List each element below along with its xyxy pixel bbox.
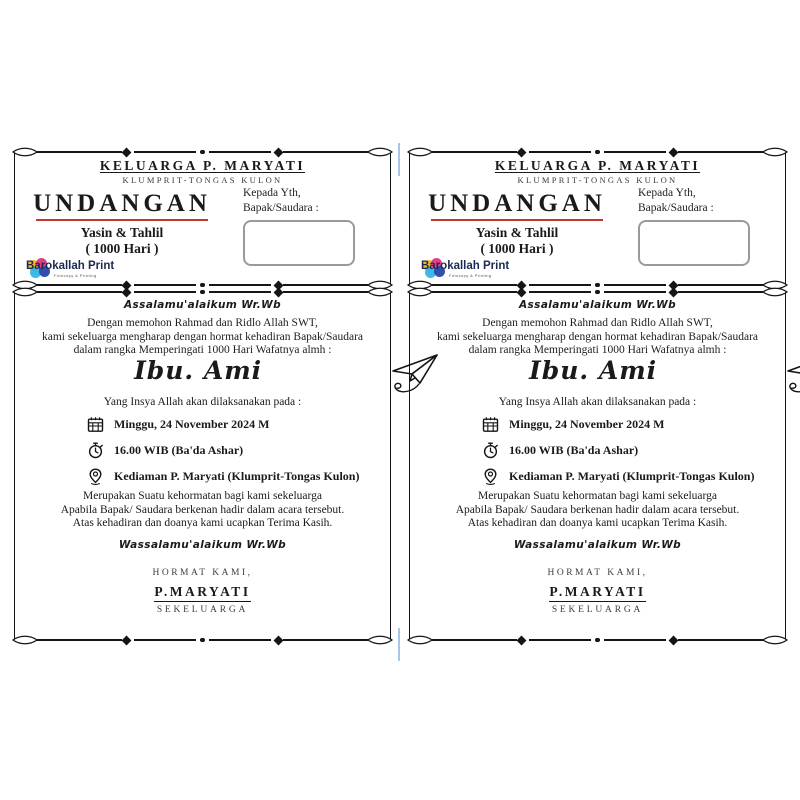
calendar-icon: [87, 416, 104, 433]
sign-name: P.MARYATI: [154, 584, 250, 602]
lens-ornament-icon: [12, 146, 38, 158]
decorative-border: [408, 286, 787, 298]
lens-ornament-icon: [762, 634, 788, 646]
diamond-ornament-icon: [274, 287, 284, 297]
event-date: Minggu, 24 November 2024 M: [509, 417, 665, 431]
barokallah-print-logo: [421, 260, 541, 281]
intro-line: kami sekeluarga mengharap dengan hormat kehadiran Bapak/Saudara: [436, 330, 759, 343]
schedule-intro: Yang Insya Allah akan dilaksanakan pada :: [498, 396, 697, 408]
family-address: KLUMPRIT-TONGAS KULON: [517, 175, 678, 185]
sign-label: HORMAT KAMI,: [152, 568, 253, 578]
closing-line: Atas kehadiran dan doanya kami ucapkan Terima Kasih.: [72, 517, 333, 529]
lens-ornament-icon: [762, 146, 788, 158]
dot-ornament-icon: [200, 290, 205, 295]
diamond-ornament-icon: [274, 147, 284, 157]
dot-ornament-icon: [595, 638, 600, 643]
closing-line: Apabila Bapak/ Saudara berkenan hadir dalam acara tersebut.: [60, 503, 345, 516]
event-time: 16.00 WIB (Ba'da Ashar): [509, 443, 639, 457]
red-underline: [36, 219, 208, 221]
intro-line: Dengan memohon Rahmad dan Ridlo Allah SWT,: [87, 317, 318, 329]
location-pin-icon: [482, 468, 499, 485]
closing-line: Atas kehadiran dan doanya kami ucapkan Terima Kasih.: [467, 517, 728, 529]
recipient-label-line2: Bapak/Saudara :: [243, 202, 319, 214]
closing-salam: Wassalamu'alaikum Wr.Wb: [118, 539, 287, 551]
sign-family: SEKELUARGA: [551, 605, 644, 615]
lens-ornament-icon: [762, 286, 788, 298]
sign-family: SEKELUARGA: [156, 605, 249, 615]
lens-ornament-icon: [12, 286, 38, 298]
family-title: KELUARGA P. MARYATI: [494, 158, 701, 173]
lens-ornament-icon: [367, 286, 393, 298]
red-underline: [431, 219, 603, 221]
diamond-ornament-icon: [669, 147, 679, 157]
crop-mark-bottom: [398, 628, 400, 661]
decorative-border: [13, 146, 392, 158]
decorative-border: [408, 146, 787, 158]
logo-name: Barokallah Print: [421, 260, 510, 272]
lens-ornament-icon: [367, 146, 393, 158]
event-type: Yasin & Tahlil: [475, 225, 559, 241]
schedule-row-location: [482, 468, 754, 485]
intro-line: kami sekeluarga mengharap dengan hormat kehadiran Bapak/Saudara: [41, 330, 364, 343]
lens-ornament-icon: [367, 634, 393, 646]
invitation-title: UNDANGAN: [428, 190, 606, 217]
diamond-ornament-icon: [121, 635, 131, 645]
event-milestone: ( 1000 Hari ): [85, 241, 159, 257]
intro-line: dalam rangka Memperingati 1000 Hari Wafatnya almh :: [73, 344, 332, 356]
closing-salam: Wassalamu'alaikum Wr.Wb: [513, 539, 682, 551]
event-location: Kediaman P. Maryati (Klumprit-Tongas Kulon): [114, 469, 360, 483]
invitation-card: [409, 152, 786, 642]
decorative-border: [13, 634, 392, 646]
body-frame: [409, 292, 786, 640]
logo-tagline: Fotocopy & Printing: [449, 273, 492, 278]
clock-icon: [482, 442, 499, 459]
dot-ornament-icon: [200, 638, 205, 643]
family-title: KELUARGA P. MARYATI: [99, 158, 306, 173]
dot-ornament-icon: [595, 290, 600, 295]
paper-plane-icon: [783, 352, 800, 396]
diamond-ornament-icon: [274, 635, 284, 645]
honoree-name: Ibu. Ami: [529, 356, 658, 385]
event-date: Minggu, 24 November 2024 M: [114, 417, 270, 431]
schedule-row-location: [87, 468, 359, 485]
crop-mark-top: [398, 143, 400, 176]
body-frame: [14, 292, 391, 640]
event-type: Yasin & Tahlil: [80, 225, 164, 241]
sign-name: P.MARYATI: [549, 584, 645, 602]
diamond-ornament-icon: [516, 147, 526, 157]
recipient-label-line2: Bapak/Saudara :: [638, 202, 714, 214]
decorative-border: [408, 634, 787, 646]
intro-line: Dengan memohon Rahmad dan Ridlo Allah SWT,: [482, 317, 713, 329]
event-milestone: ( 1000 Hari ): [480, 241, 554, 257]
recipient-name-box: [243, 220, 355, 266]
lens-ornament-icon: [407, 146, 433, 158]
family-address: KLUMPRIT-TONGAS KULON: [122, 175, 283, 185]
sign-label: HORMAT KAMI,: [547, 568, 648, 578]
diamond-ornament-icon: [516, 287, 526, 297]
invitation-card: [14, 152, 391, 642]
closing-line: Apabila Bapak/ Saudara berkenan hadir dalam acara tersebut.: [455, 503, 740, 516]
barokallah-print-logo: [26, 260, 146, 281]
schedule-row-time: [482, 442, 754, 459]
diamond-ornament-icon: [121, 287, 131, 297]
closing-line: Merupakan Suatu kehormatan bagi kami sekeluarga: [83, 490, 322, 502]
calendar-icon: [482, 416, 499, 433]
logo-tagline: Fotocopy & Printing: [54, 273, 97, 278]
recipient-label-line1: Kepada Yth,: [638, 187, 696, 199]
event-location: Kediaman P. Maryati (Klumprit-Tongas Kulon): [509, 469, 755, 483]
lens-ornament-icon: [12, 634, 38, 646]
intro-line: dalam rangka Memperingati 1000 Hari Wafatnya almh :: [468, 344, 727, 356]
invitation-title: UNDANGAN: [33, 190, 211, 217]
closing-line: Merupakan Suatu kehormatan bagi kami sekeluarga: [478, 490, 717, 502]
honoree-name: Ibu. Ami: [134, 356, 263, 385]
diamond-ornament-icon: [669, 287, 679, 297]
schedule-row-time: [87, 442, 359, 459]
diamond-ornament-icon: [669, 635, 679, 645]
location-pin-icon: [87, 468, 104, 485]
schedule-row-date: [87, 416, 359, 433]
schedule-row-date: [482, 416, 754, 433]
recipient-name-box: [638, 220, 750, 266]
opening-salam: Assalamu'alaikum Wr.Wb: [519, 299, 676, 311]
lens-ornament-icon: [407, 286, 433, 298]
schedule-intro: Yang Insya Allah akan dilaksanakan pada :: [103, 396, 302, 408]
recipient-label-line1: Kepada Yth,: [243, 187, 301, 199]
event-time: 16.00 WIB (Ba'da Ashar): [114, 443, 244, 457]
dot-ornament-icon: [595, 150, 600, 155]
clock-icon: [87, 442, 104, 459]
logo-name: Barokallah Print: [26, 260, 115, 272]
diamond-ornament-icon: [121, 147, 131, 157]
diamond-ornament-icon: [516, 635, 526, 645]
opening-salam: Assalamu'alaikum Wr.Wb: [124, 299, 281, 311]
dot-ornament-icon: [200, 150, 205, 155]
decorative-border: [13, 286, 392, 298]
lens-ornament-icon: [407, 634, 433, 646]
